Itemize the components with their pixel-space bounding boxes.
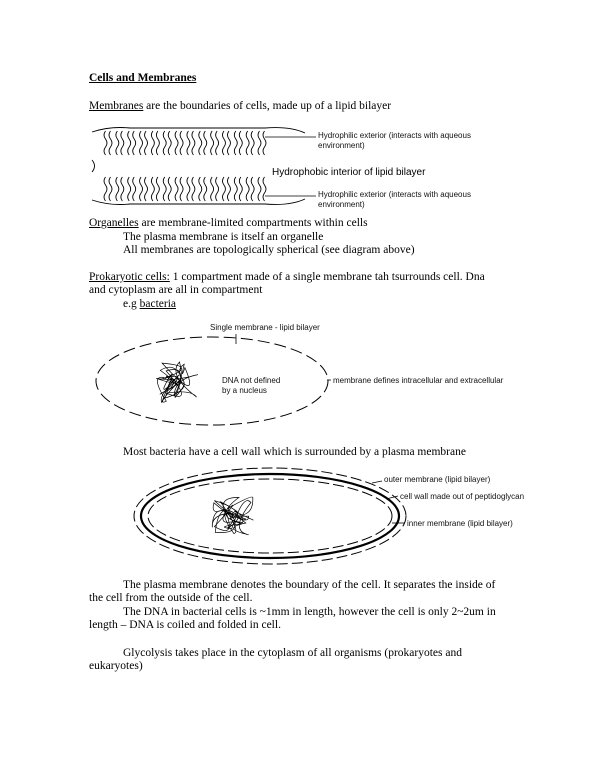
- label-hydrophilic-bottom: Hydrophilic exterior (interacts with aqueous: [318, 190, 471, 199]
- paragraph-1-line-1: The plasma membrane denotes the boundary of the cell. It separates the inside of: [123, 579, 496, 591]
- lipid-tail: [180, 131, 183, 155]
- label-hydrophilic-bottom-2: environment): [318, 200, 365, 209]
- lipid-tail: [187, 131, 190, 155]
- lipid-tail: [199, 131, 202, 155]
- lipid-tail: [187, 177, 190, 201]
- membranes-rest: are the boundaries of cells, made up of a lipid bilayer: [143, 100, 392, 112]
- eg-term: bacteria: [139, 298, 176, 310]
- lipid-tail: [168, 131, 171, 155]
- lipid-tail: [180, 177, 183, 201]
- lipid-tail: [192, 131, 195, 155]
- eg-line: [123, 297, 176, 311]
- dna-strand: [212, 497, 253, 535]
- prokaryotic-line-2: and cytoplasm are all in compartment: [89, 284, 263, 296]
- lipid-tail: [227, 177, 230, 201]
- membranes-term: Membranes: [89, 100, 144, 112]
- bilayer-top-edge: [92, 128, 305, 134]
- lipid-tail: [121, 177, 124, 201]
- lipid-tail: [104, 177, 107, 201]
- lipid-tail: [175, 131, 178, 155]
- lipid-tail: [145, 131, 148, 155]
- label-inner-membrane: inner membrane (lipid bilayer): [407, 519, 513, 528]
- lipid-tail: [175, 177, 178, 201]
- prokaryotic-rest: 1 compartment made of a single membrane tah tsurrounds cell. Dna: [169, 271, 485, 283]
- lipid-tail: [251, 177, 254, 201]
- outer-pointer: [372, 481, 382, 483]
- lipid-tail: [151, 131, 154, 155]
- dna-scribble-2: [212, 497, 253, 535]
- lipid-tail: [109, 131, 112, 155]
- label-membrane-defines: membrane defines intracellular and extracellular: [333, 376, 504, 385]
- lipid-tail: [263, 177, 266, 201]
- lipid-tail: [116, 177, 119, 201]
- organelles-rest: are membrane-limited compartments within cells: [138, 217, 368, 229]
- lipid-tail: [216, 131, 219, 155]
- lipid-tail: [222, 177, 225, 201]
- prokaryotic-line: [89, 270, 485, 284]
- paragraph-3-line-1: Glycolysis takes place in the cytoplasm of all organisms (prokaryotes and: [123, 647, 462, 659]
- label-hydrophilic-top: Hydrophilic exterior (interacts with aqueous: [318, 131, 471, 140]
- lipid-tail: [199, 177, 202, 201]
- organelles-line: [89, 216, 368, 230]
- lipid-tail: [133, 177, 136, 201]
- lipid-tail: [239, 177, 242, 201]
- lipid-tail: [133, 131, 136, 155]
- label-cell-wall: cell wall made out of peptidoglycan: [400, 492, 525, 501]
- eg-prefix: e.g: [123, 298, 140, 310]
- cell-wall-ellipse: [141, 474, 399, 558]
- paragraph-1-line-2: the cell from the outside of the cell.: [89, 592, 253, 604]
- lipid-tail: [116, 131, 119, 155]
- organelles-line-1: The plasma membrane is itself an organelle: [123, 231, 324, 243]
- paragraph-2-line-2: length – DNA is coiled and folded in cell.: [89, 619, 281, 631]
- lipid-tail: [222, 131, 225, 155]
- lipid-tail: [211, 131, 214, 155]
- lipid-tail: [204, 131, 207, 155]
- lipid-tail: [140, 131, 143, 155]
- prokaryotic-term: Prokaryotic cells:: [89, 271, 170, 283]
- bacterium-diagram: [134, 468, 406, 564]
- lipid-tail: [204, 177, 207, 201]
- organelles-line-2: All membranes are topologically spherical (see diagram above): [123, 244, 415, 256]
- lipid-tail: [192, 177, 195, 201]
- outer-membrane-ellipse: [134, 468, 406, 564]
- dna-scribble: [156, 362, 198, 402]
- prokaryote-diagram: [96, 334, 331, 425]
- lipid-tail: [246, 177, 249, 201]
- inner-membrane-ellipse: [148, 479, 392, 553]
- lipid-tail: [211, 177, 214, 201]
- lipid-tail: [145, 177, 148, 201]
- lipid-tail: [227, 131, 230, 155]
- label-hydrophilic-top-2: environment): [318, 141, 365, 150]
- cell-membrane-ellipse: [96, 337, 328, 425]
- lipid-tail: [128, 177, 131, 201]
- lipid-tail: [163, 177, 166, 201]
- label-dna-1: DNA not defined: [222, 376, 281, 385]
- bilayer-left-end: [92, 160, 95, 172]
- page-title: Cells and Membranes: [89, 72, 197, 84]
- lipid-tail: [140, 177, 143, 201]
- lipid-tail: [258, 177, 261, 201]
- lipid-tail: [263, 131, 266, 155]
- organelles-term: Organelles: [89, 217, 139, 229]
- paragraph-3-line-2: eukaryotes): [89, 660, 143, 672]
- lipid-tail: [104, 131, 107, 155]
- lipid-tail: [234, 177, 237, 201]
- bilayer-bottom-edge: [92, 199, 305, 205]
- lipid-tail: [168, 177, 171, 201]
- lipid-tail: [156, 177, 159, 201]
- lipid-tail: [239, 131, 242, 155]
- cell-wall-sentence: Most bacteria have a cell wall which is surrounded by a plasma membrane: [123, 446, 466, 458]
- lipid-tail: [109, 177, 112, 201]
- lipid-tail: [151, 177, 154, 201]
- lipid-tail: [128, 131, 131, 155]
- lipid-tail: [216, 177, 219, 201]
- paragraph-2-line-1: The DNA in bacterial cells is ~1mm in length, however the cell is only 2~2um in: [123, 606, 496, 618]
- dna-strand: [156, 362, 198, 402]
- label-hydrophobic: Hydrophobic interior of lipid bilayer: [272, 167, 426, 178]
- lipid-tail: [258, 131, 261, 155]
- label-outer-membrane: outer membrane (lipid bilayer): [384, 475, 491, 484]
- lipid-tail: [251, 131, 254, 155]
- lipid-tail: [121, 131, 124, 155]
- lipid-tail: [156, 131, 159, 155]
- lipid-tail: [234, 131, 237, 155]
- lipid-tail: [163, 131, 166, 155]
- label-dna-2: by a nucleus: [222, 386, 267, 395]
- lipid-tail: [246, 131, 249, 155]
- label-single-membrane: Single membrane - lipid bilayer: [210, 323, 320, 332]
